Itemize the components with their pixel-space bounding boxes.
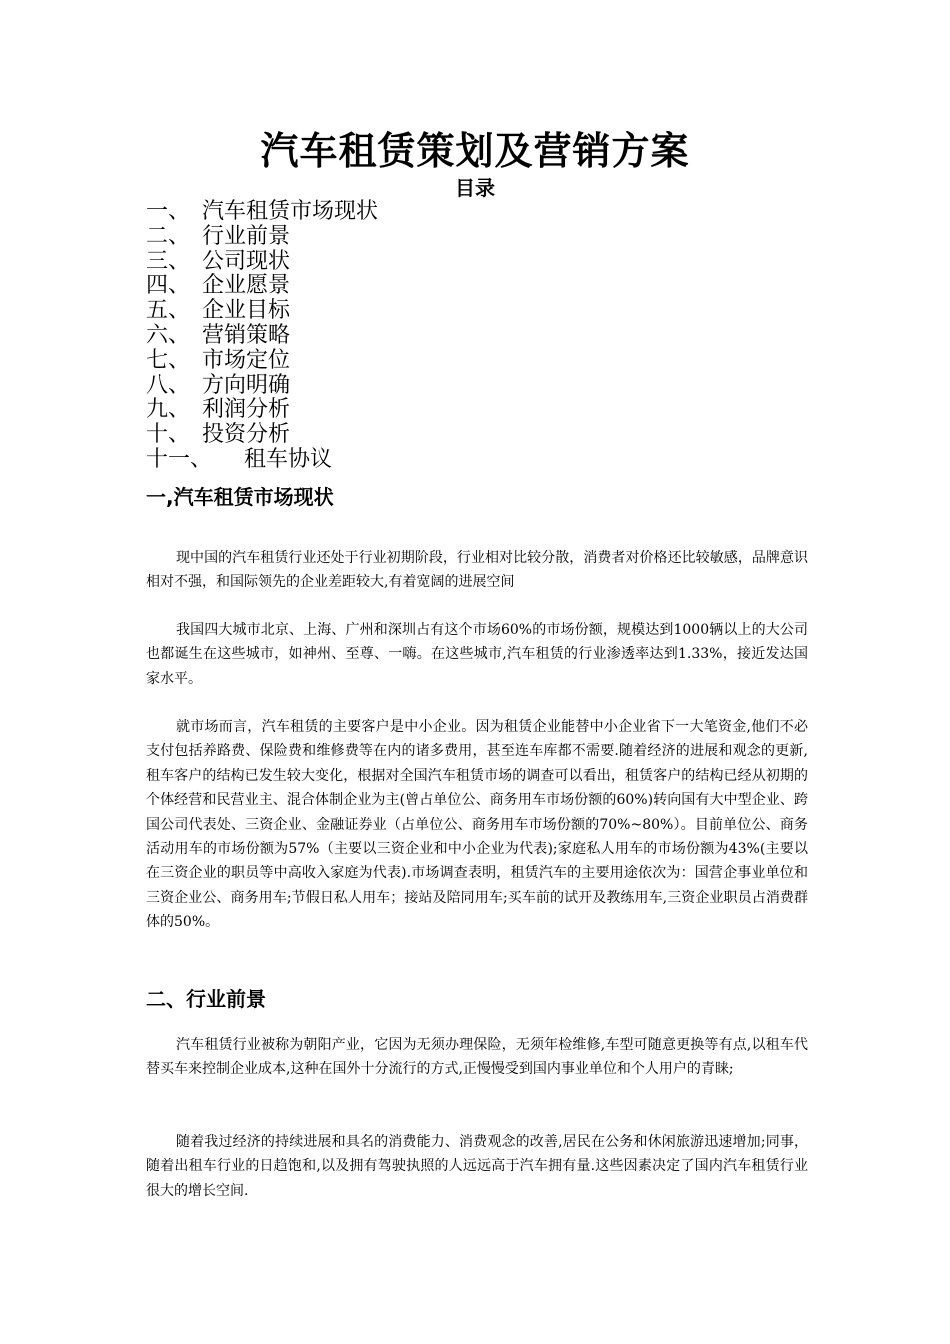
toc-item [146, 299, 378, 324]
toc-item-number: 七、 [146, 347, 191, 373]
toc-item [146, 374, 378, 399]
toc-item [146, 398, 378, 423]
toc-item-text: 行业前景 [202, 223, 291, 249]
toc-item [146, 448, 378, 473]
toc-item-text: 利润分析 [202, 397, 291, 423]
toc-item-number: 九、 [146, 397, 191, 423]
toc-item-text: 公司现状 [202, 248, 291, 274]
table-of-contents [146, 200, 378, 473]
toc-item [146, 423, 378, 448]
toc-item-number: 六、 [146, 322, 191, 348]
toc-item-text: 企业目标 [202, 298, 291, 324]
toc-item-number: 二、 [146, 223, 191, 249]
section-heading-industry-outlook: 二、行业前景 [146, 987, 266, 1011]
toc-item-text: 投资分析 [202, 422, 291, 448]
toc-item-number: 一、 [146, 199, 191, 224]
paragraph: 现中国的汽车租赁行业还处于行业初期阶段，行业相对比较分散，消费者对价格还比较敏感，品牌意识相对不强，和国际领先的企业差距较大,有着宽阔的进展空间 [146, 550, 808, 591]
paragraph: 我国四大城市北京、上海、广州和深圳占有这个市场60%的市场份额，规模达到1000辆以上的大公司也都诞生在这些城市，如神州、至尊、一嗨。在这些城市,汽车租赁的行业渗透率达到1.33%，接近发达国家水平。 [146, 622, 808, 687]
toc-item-text: 汽车租赁市场现状 [202, 199, 379, 224]
toc-item-text: 企业愿景 [202, 273, 291, 299]
toc-item-text: 租车协议 [244, 446, 333, 472]
paragraph: 就市场而言，汽车租赁的主要客户是中小企业。因为租赁企业能替中小企业省下一大笔资金,他们不必支付包括养路费、保险费和维修费等在内的诸多费用，甚至连车库都不需要.随着经济的进展和观念的更新,租车客户的结构已发生较大变化，根据对全国汽车租赁市场的调查可以看出，租赁客户的结构已经从初期的个体经营和民营业主、混合体制企业为主(曾占单位公、商务用车市场份额的60%)转向国有大中型企业、跨国公司代表处、三资企业、金融证券业（占单位公、商务用车市场份额的70%~80%）。目前单位公、商务活动用车的市场份额为57%（主要以三资企业和中小企业为代表);家庭私人用车的市场份额为43%(主要以在三资企业的职员等中高收入家庭为代表).市场调查表明，租赁汽车的主要用途依次为：国营企事业单位和三资企业公、商务用车;节假日私人用车；接站及陪同用车;买车前的试开及教练用车,三资企业职员占消费群体的50%。 [146, 719, 808, 931]
toc-item-text: 方向明确 [202, 372, 291, 398]
toc-heading: 目录 [455, 176, 495, 200]
toc-item [146, 324, 378, 349]
toc-item [146, 225, 378, 250]
toc-item-text: 市场定位 [202, 347, 291, 373]
toc-item-number: 十一、 [146, 446, 213, 472]
toc-item [146, 200, 378, 225]
toc-item-number: 十、 [146, 422, 191, 448]
toc-item [146, 349, 378, 374]
section-heading-market-status: 一,汽车租赁市场现状 [146, 485, 334, 509]
toc-item-number: 八、 [146, 372, 191, 398]
toc-item-number: 五、 [146, 298, 191, 324]
toc-item-text: 营销策略 [202, 322, 291, 348]
paragraph: 汽车租赁行业被称为朝阳产业，它因为无须办理保险，无须年检维修,车型可随意更换等有点,以租车代替买车来控制企业成本,这种在国外十分流行的方式,正慢慢受到国内事业单位和个人用户的青睐; [146, 1037, 808, 1078]
toc-item-number: 四、 [146, 273, 191, 299]
document-title: 汽车租赁策划及营销方案 [260, 129, 690, 173]
toc-item-number: 三、 [146, 248, 191, 274]
toc-item [146, 250, 378, 275]
toc-item [146, 274, 378, 299]
paragraph: 随着我过经济的持续进展和具名的消费能力、消费观念的改善,居民在公务和休闲旅游迅速增加;同事，随着出租车行业的日趋饱和,以及拥有驾驶执照的人远远高于汽车拥有量.这些因素决定了国内汽车租赁行业很大的增长空间. [146, 1134, 808, 1199]
